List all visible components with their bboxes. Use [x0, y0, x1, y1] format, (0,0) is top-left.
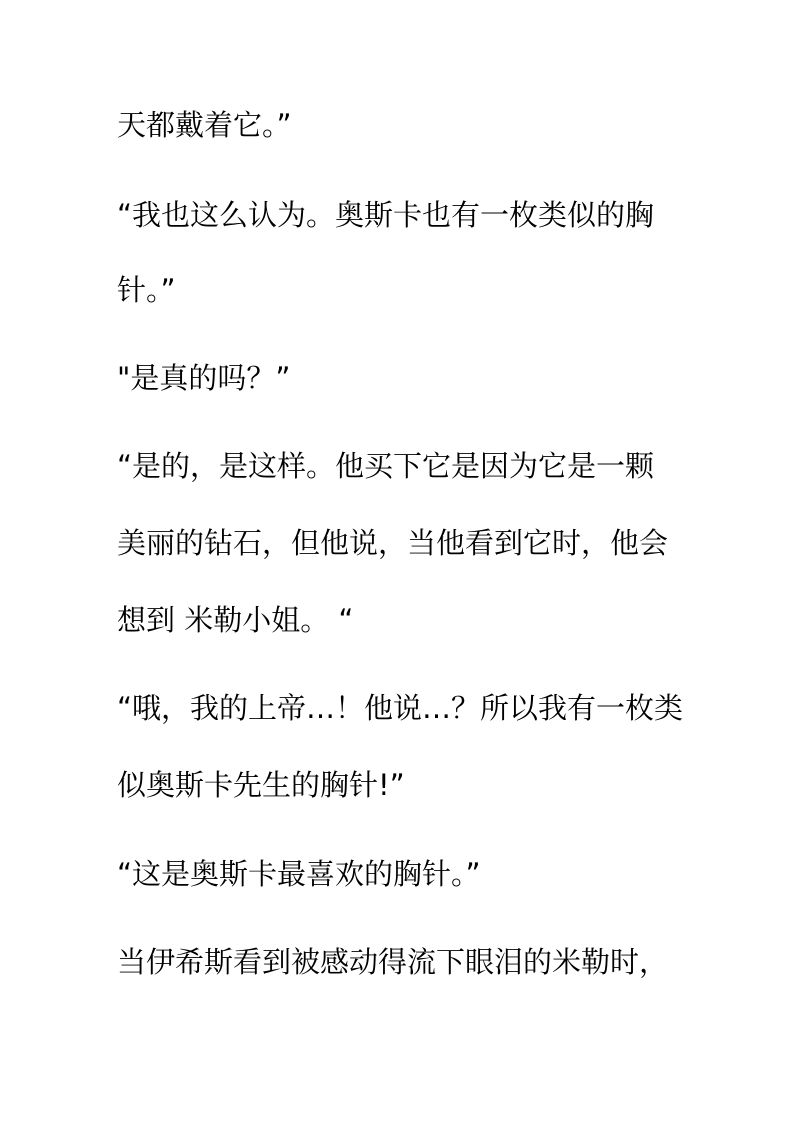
text-line-7: 想到 米勒小姐。 “ — [117, 603, 354, 637]
text-line-1: 天都戴着它。” — [117, 108, 292, 142]
text-line-6: 美丽的钻石，但他说，当他看到它时，他会 — [117, 526, 669, 560]
text-line-3: 针。” — [117, 273, 176, 307]
text-line-10: “这是奥斯卡最喜欢的胸针。” — [117, 857, 481, 891]
text-line-2: “我也这么认为。奥斯卡也有一枚类似的胸 — [117, 198, 655, 232]
text-line-5: “是的，是这样。他买下它是因为它是一颗 — [117, 449, 655, 483]
text-line-4: "是真的吗？” — [117, 361, 291, 395]
text-line-8: “哦，我的上帝…！他说…？所以我有一枚类 — [117, 691, 684, 725]
text-line-9: 似奥斯卡先生的胸针!” — [117, 768, 405, 802]
text-line-11: 当伊希斯看到被感动得流下眼泪的米勒时， — [117, 945, 669, 979]
